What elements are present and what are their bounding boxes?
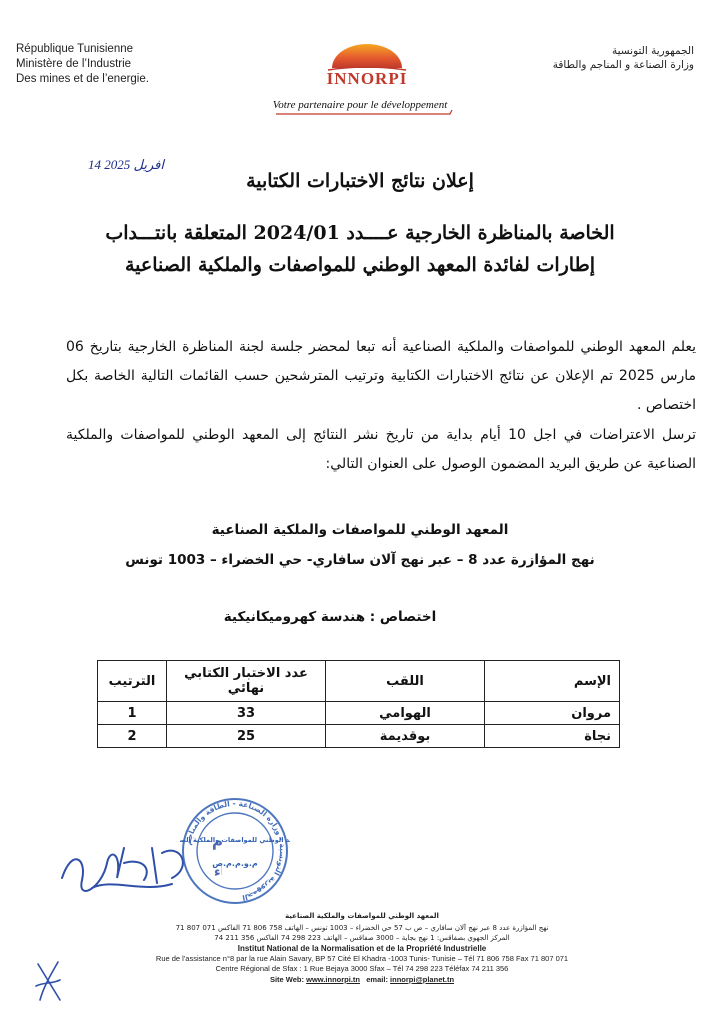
header-fr-line-mines: Des mines et de l’energie. [16,73,149,85]
footer-ar-line-2: نهج المؤازرة عدد 8 عبر نهج آلان سافاري – ص ب 57 حي الخضراء – 1003 تونس – الهاتف 758 806 71 الفاكس 071 807 71 [175,924,549,932]
header-fr-line-republic: République Tunisienne [16,43,134,55]
header-arabic-block [553,44,694,72]
header-last-name: اللقب [326,661,485,702]
footer-ar-line-1: المعهد الوطني للمواصفات والملكية الصناعية [285,912,439,920]
header-ar-line-ministry: وزارة الصناعة و المناجم والطاقة [552,59,694,71]
footer-web-link[interactable]: www.innorpi.tn [306,975,360,984]
title-line-1: إعلان نتائج الاختبارات الكتابية [246,170,474,192]
sun-logo-icon [262,36,472,124]
title-line-3: إطارات لفائدة المعهد الوطني للمواصفات والملكية الصناعية [125,254,595,276]
results-table [97,660,620,748]
svg-text:الجمهورية التونسية - وزارة الص [183,799,287,902]
table-row [98,725,620,748]
stamp-center-text: م.و.م.م.ص [212,859,258,868]
footer-email-label: email: [366,975,388,984]
table-row [98,702,620,725]
footer-fr-line-1: Rue de l'assistance n°8 par la rue Alain Savary, BP 57 Cité El Khadra -1003 Tunis- Tunisie – Tél 71 806 758 Fax 71 807 071 [155,954,569,963]
signature-title-text: م [212,832,222,850]
header-score: عدد الاختبار الكتابي نهائي [167,661,326,702]
logo-tagline-text: Votre partenaire pour le développement [272,99,448,111]
cell-rank: 2 [98,725,167,748]
cell-last-name: بوقديمة [326,725,485,748]
specialty-label: اختصاص : هندسة كهروميكانيكية [223,609,437,625]
initials-scribble-icon [30,956,70,1006]
header-ar-line-republic: الجمهورية التونسية [612,45,694,57]
logo-name-text: INNORPI [326,69,408,88]
initials-mark [30,956,70,1006]
signature-sig-text: ء [214,865,221,880]
stamp-outer-text: الجمهورية التونسية - وزارة الصناعة - الطاقة والمناجم [183,798,288,903]
cell-score: 33 [167,702,326,725]
footer-web-label: Site Web: [269,975,305,984]
header-fr-line-ministry: Ministère de l’Industrie [16,58,132,70]
footer-email-link[interactable]: innorpi@planet.tn [390,975,455,984]
innorpi-logo [262,36,472,124]
stamp-inner-text: د الوطني للمواصفات والملكية الص [180,836,290,844]
table-header-row [98,661,620,702]
header-french-block [16,42,149,87]
cell-last-name: الهوامي [326,702,485,725]
document-date: 14 افريل 2025 [88,157,164,172]
header-rank: الترتيب [98,661,167,702]
cell-score: 25 [167,725,326,748]
body-paragraph-1: يعلم المعهد الوطني للمواصفات والملكية الصناعية أنه تبعا لمحضر جلسة لجنة المناظرة الخارجية بتاريخ 06 مارس 2025 تم الإعلان عن نتائج الاختبارات الكتابية وترتيب المترشحين حسب القائمات التالية الخاصة بكل اختصاص . [66,339,696,413]
cell-rank: 1 [98,702,167,725]
cell-first-name: نجاة [485,725,620,748]
footer-fr-line-2: Centre Régional de Sfax : 1 Rue Bejaya 3000 Sfax – Tél 74 298 223 Téléfax 74 211 356 [215,964,509,973]
header-first-name: الإسم [485,661,620,702]
footer-contact-line [40,975,684,985]
round-stamp-icon [180,796,290,906]
address-line-2: نهج المؤازرة عدد 8 – عبر نهج آلان سافاري- حي الخضراء – 1003 تونس [125,552,595,568]
official-stamp [180,796,290,906]
title-line-2: الخاصة بالمناظرة الخارجية عــــدد 2024/01 المتعلقة بانتـــداب [105,222,615,244]
footer-fr-title: Institut National de la Normalisation et de la Propriété Industrielle [237,944,487,953]
footer-ar-line-3: المركز الجهوي بصفاقس: 1 نهج بجاية – 3000 صفاقس – الهاتف 223 298 74 الفاكس 356 211 74 [214,934,510,942]
address-line-1: المعهد الوطني للمواصفات والملكية الصناعية [211,522,509,538]
cell-first-name: مروان [485,702,620,725]
body-paragraph-2: ترسل الاعتراضات في اجل 10 أيام بداية من تاريخ نشر النتائج إلى المعهد الوطني للمواصفات والملكية الصناعية عن طريق البريد المضمون الوصول على العنوان التالي: [66,427,696,472]
